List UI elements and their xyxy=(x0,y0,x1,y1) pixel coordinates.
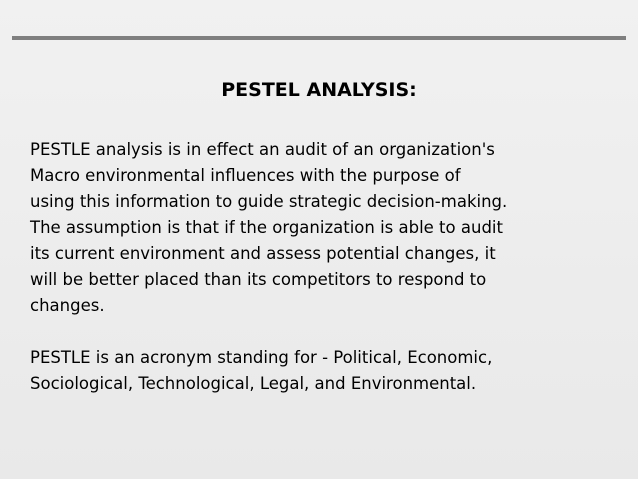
paragraph-acronym xyxy=(30,345,626,397)
paragraph-line: will be better placed than its competitors to respond to xyxy=(30,270,487,289)
paragraph-line: Macro environmental influences with the purpose of xyxy=(30,166,461,185)
paragraph-line: using this information to guide strategic decision-making. xyxy=(30,192,508,211)
paragraph-pestle-definition xyxy=(30,137,626,319)
slide-title: PESTEL ANALYSIS: xyxy=(221,79,417,101)
paragraph-line: changes. xyxy=(30,296,105,315)
paragraph-line: Sociological, Technological, Legal, and Environmental. xyxy=(30,374,477,393)
header-divider xyxy=(12,36,626,40)
paragraph-line: its current environment and assess potential changes, it xyxy=(30,244,496,263)
slide-body xyxy=(30,137,626,397)
paragraph-line: The assumption is that if the organization is able to audit xyxy=(30,218,503,237)
paragraph-line: PESTLE analysis is in effect an audit of an organization's xyxy=(30,140,495,159)
paragraph-line: PESTLE is an acronym standing for - Political, Economic, xyxy=(30,348,493,367)
